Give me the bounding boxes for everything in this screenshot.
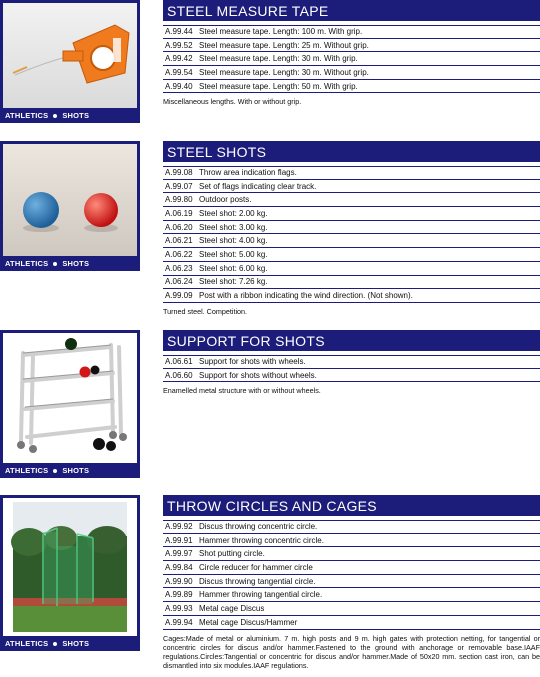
section-note: Miscellaneous lengths. With or without grip. [163, 97, 302, 107]
table-row [163, 534, 540, 548]
product-code: A.99.84 [165, 562, 193, 572]
product-code: A.99.92 [165, 522, 193, 532]
section-title: SUPPORT FOR SHOTS [163, 330, 540, 351]
product-description: Steel measure tape. Length: 30 m. With grip. [199, 54, 358, 64]
product-description: Circle reducer for hammer circle [199, 562, 313, 572]
table-row [163, 588, 540, 602]
section-content [163, 495, 540, 670]
product-code: A.99.91 [165, 535, 193, 545]
table-row [163, 180, 540, 194]
photo-caption [3, 636, 137, 651]
product-code: A.99.44 [165, 27, 193, 37]
caption-category: ATHLETICS [5, 466, 49, 475]
product-code: A.06.61 [165, 357, 193, 367]
product-code: A.06.21 [165, 236, 193, 246]
product-table [163, 520, 540, 630]
product-code: A.06.23 [165, 263, 193, 273]
product-code: A.99.08 [165, 168, 193, 178]
table-row [163, 575, 540, 589]
product-description: Post with a ribbon indicating the wind direction. (Not shown). [199, 291, 413, 301]
product-description: Hammer throwing concentric circle. [199, 535, 324, 545]
table-row [163, 616, 540, 630]
product-code: A.99.97 [165, 549, 193, 559]
table-row [163, 25, 540, 39]
product-code: A.06.60 [165, 370, 193, 380]
product-description: Steel measure tape. Length: 50 m. With grip. [199, 81, 358, 91]
table-row [163, 289, 540, 303]
table-row [163, 248, 540, 262]
photo-caption [3, 256, 137, 271]
table-row [163, 66, 540, 80]
measure-tape-photo [3, 3, 137, 108]
product-code: A.99.93 [165, 603, 193, 613]
bullet-icon [53, 262, 57, 266]
table-row [163, 561, 540, 575]
product-description: Steel shot: 4.00 kg. [199, 236, 268, 246]
bullet-icon [53, 114, 57, 118]
caption-subcategory: SHOTS [62, 639, 90, 648]
product-description: Metal cage Discus [199, 603, 265, 613]
product-description: Steel shot: 2.00 kg. [199, 208, 268, 218]
product-description: Outdoor posts. [199, 195, 252, 205]
product-description: Steel shot: 3.00 kg. [199, 222, 268, 232]
table-row [163, 221, 540, 235]
table-row [163, 520, 540, 534]
caption-category: ATHLETICS [5, 639, 49, 648]
product-table [163, 25, 540, 93]
table-row [163, 234, 540, 248]
table-row [163, 369, 540, 383]
product-description: Support for shots with wheels. [199, 357, 306, 367]
product-description: Shot putting circle. [199, 549, 265, 559]
table-row [163, 547, 540, 561]
product-code: A.99.09 [165, 291, 193, 301]
photo-panel [0, 495, 140, 651]
product-description: Set of flags indicating clear track. [199, 181, 317, 191]
table-row [163, 207, 540, 221]
product-description: Hammer throwing tangential circle. [199, 590, 323, 600]
table-row [163, 276, 540, 290]
product-description: Steel shot: 5.00 kg. [199, 249, 268, 259]
throw-cage-photo [3, 498, 137, 636]
photo-caption [3, 463, 137, 478]
product-code: A.99.94 [165, 617, 193, 627]
section-content [163, 141, 540, 316]
product-description: Throw area indication flags. [199, 168, 297, 178]
product-description: Steel shot: 6.00 kg. [199, 263, 268, 273]
product-description: Steel shot: 7.26 kg. [199, 277, 268, 287]
section-note: Turned steel. Competition. [163, 306, 248, 316]
product-description: Steel measure tape. Length: 30 m. Without grip. [199, 67, 369, 77]
product-table [163, 355, 540, 382]
caption-category: ATHLETICS [5, 259, 49, 268]
table-row [163, 39, 540, 53]
caption-subcategory: SHOTS [62, 466, 90, 475]
photo-panel [0, 330, 140, 478]
product-code: A.99.54 [165, 67, 193, 77]
table-row [163, 80, 540, 94]
photo-panel [0, 141, 140, 271]
table-row [163, 52, 540, 66]
product-code: A.99.07 [165, 181, 193, 191]
product-description: Discus throwing concentric circle. [199, 522, 318, 532]
product-description: Discus throwing tangential circle. [199, 576, 316, 586]
section-title: THROW CIRCLES AND CAGES [163, 495, 540, 516]
bullet-icon [53, 469, 57, 473]
section-note: Enamelled metal structure with or without wheels. [163, 386, 321, 396]
table-row [163, 355, 540, 369]
product-code: A.06.22 [165, 249, 193, 259]
section-title: STEEL MEASURE TAPE [163, 0, 540, 21]
table-row [163, 602, 540, 616]
table-row [163, 166, 540, 180]
caption-category: ATHLETICS [5, 111, 49, 120]
section-content [163, 330, 540, 396]
section-content [163, 0, 540, 107]
product-code: A.99.52 [165, 40, 193, 50]
product-table [163, 166, 540, 303]
bullet-icon [53, 642, 57, 646]
product-code: A.99.90 [165, 576, 193, 586]
product-code: A.06.20 [165, 222, 193, 232]
product-code: A.99.89 [165, 590, 193, 600]
product-description: Steel measure tape. Length: 100 m. With grip. [199, 27, 363, 37]
product-code: A.99.40 [165, 81, 193, 91]
table-row [163, 262, 540, 276]
product-code: A.99.42 [165, 54, 193, 64]
shot-rack-photo [3, 333, 137, 463]
section-note: Cages:Made of metal or aluminium. 7 m. high posts and 9 m. high gates with protection netting, for tangential or concentric circles for discus and/or hammer.Fastened to the ground with anchorage or removable base.IAAF regulations.Circles:Tangential or concentric for discus and/or hammer.Made of 50x20 mm. section cast iron, can be dismantled into six modules.IAAF regulations. [163, 633, 540, 671]
caption-subcategory: SHOTS [62, 111, 90, 120]
photo-panel [0, 0, 140, 123]
product-code: A.99.80 [165, 195, 193, 205]
photo-caption [3, 108, 137, 123]
steel-shots-photo [3, 144, 137, 256]
product-description: Support for shots without wheels. [199, 370, 317, 380]
product-code: A.06.19 [165, 208, 193, 218]
table-row [163, 193, 540, 207]
product-description: Steel measure tape. Length: 25 m. Without grip. [199, 40, 369, 50]
product-description: Metal cage Discus/Hammer [199, 617, 298, 627]
section-title: STEEL SHOTS [163, 141, 540, 162]
caption-subcategory: SHOTS [62, 259, 90, 268]
product-code: A.06.24 [165, 277, 193, 287]
